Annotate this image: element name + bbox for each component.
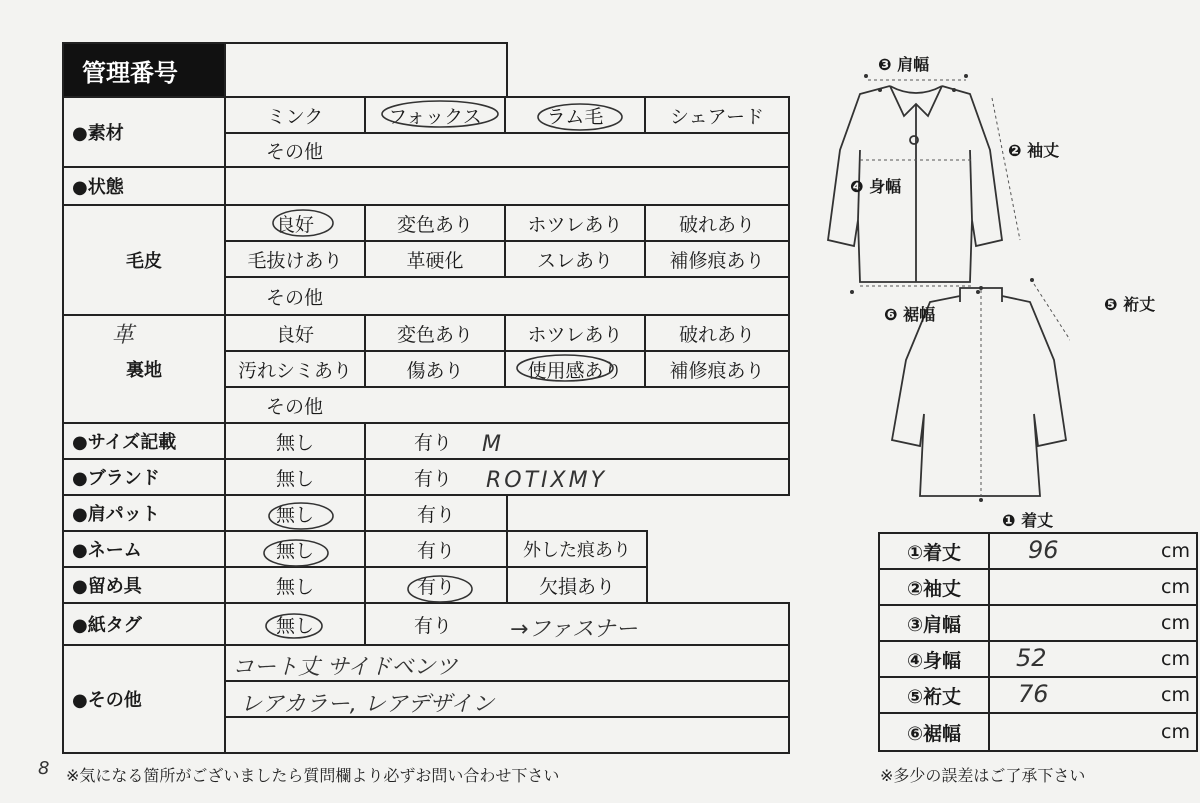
lining-option[interactable]: 変色あり bbox=[364, 314, 506, 352]
fur-option[interactable]: 補修痕あり bbox=[644, 240, 790, 278]
size-handwritten: M bbox=[482, 432, 501, 457]
material-label: ●素材 bbox=[62, 96, 226, 168]
material-option[interactable]: ミンク bbox=[224, 96, 366, 134]
form-header: 管理番号 bbox=[62, 42, 226, 98]
fur-option[interactable]: ホツレあり bbox=[504, 204, 646, 242]
other-handwritten-1: コート丈 サイドベンツ bbox=[232, 655, 458, 680]
shoulder-pad-no[interactable]: 無し bbox=[224, 494, 366, 532]
fur-option[interactable]: 毛抜けあり bbox=[224, 240, 366, 278]
name-tag-yes[interactable]: 有り bbox=[364, 530, 508, 568]
lining-option[interactable]: 汚れシミあり bbox=[224, 350, 366, 388]
measure-unit[interactable]: cm bbox=[988, 712, 1198, 752]
name-tag-removed[interactable]: 外した痕あり bbox=[506, 530, 648, 568]
fur-option[interactable]: スレあり bbox=[504, 240, 646, 278]
coat-diagram bbox=[820, 70, 1070, 510]
fur-option[interactable]: 良好 bbox=[224, 204, 366, 242]
lining-option[interactable]: 使用感あり bbox=[504, 350, 646, 388]
measure-label: ③肩幅 bbox=[878, 604, 990, 642]
sleeve-length-label: ❷ 袖丈 bbox=[1008, 141, 1060, 160]
lining-option[interactable]: 破れあり bbox=[644, 314, 790, 352]
paper-tag-yes[interactable]: 有り bbox=[364, 602, 790, 646]
material-other[interactable]: その他 bbox=[224, 132, 790, 168]
circle-mark bbox=[382, 101, 498, 127]
size-label-no[interactable]: 無し bbox=[224, 422, 366, 460]
measure-label: ④身幅 bbox=[878, 640, 990, 678]
fur-label: 毛皮 bbox=[62, 204, 226, 316]
name-tag-no[interactable]: 無し bbox=[224, 530, 366, 568]
material-option[interactable]: フォックス bbox=[364, 96, 506, 134]
total-length-label: ❶ 着丈 bbox=[1002, 511, 1054, 530]
paper-tag-no[interactable]: 無し bbox=[224, 602, 366, 646]
measure-unit[interactable]: cm bbox=[988, 604, 1198, 642]
brand-label: ●ブランド bbox=[62, 458, 226, 496]
paper-tag-label: ●紙タグ bbox=[62, 602, 226, 646]
lining-option[interactable]: ホツレあり bbox=[504, 314, 646, 352]
measure-value: 96 bbox=[1028, 536, 1059, 564]
circle-mark bbox=[273, 210, 333, 236]
brand-handwritten: ROTIXMY bbox=[486, 468, 608, 493]
corner-mark: 8 bbox=[38, 758, 50, 779]
hem-width-label: ❻ 裾幅 bbox=[884, 305, 936, 324]
measure-label: ⑥裾幅 bbox=[878, 712, 990, 752]
shoulder-width-label: ❸ 肩幅 bbox=[878, 55, 930, 74]
circle-mark bbox=[517, 355, 613, 381]
fur-option[interactable]: 変色あり bbox=[364, 204, 506, 242]
circle-mark bbox=[269, 503, 333, 529]
shoulder-pad-yes[interactable]: 有り bbox=[364, 494, 508, 532]
lining-option[interactable]: 傷あり bbox=[364, 350, 506, 388]
footer-note-left: ※気になる箇所がございましたら質問欄より必ずお問い合わせ下さい bbox=[66, 766, 560, 785]
size-label-yes[interactable]: 有り bbox=[364, 422, 790, 460]
fastener-no[interactable]: 無し bbox=[224, 566, 366, 604]
lining-option[interactable]: 良好 bbox=[224, 314, 366, 352]
yuki-length-label: ❺ 裄丈 bbox=[1104, 295, 1156, 314]
brand-no[interactable]: 無し bbox=[224, 458, 366, 496]
measure-unit[interactable]: cm bbox=[988, 676, 1198, 714]
measure-label: ⑤裄丈 bbox=[878, 676, 990, 714]
footer-note-right: ※多少の誤差はご了承下さい bbox=[880, 766, 1086, 785]
circle-mark bbox=[264, 540, 328, 566]
material-option[interactable]: シェアード bbox=[644, 96, 790, 134]
measure-unit[interactable]: cm bbox=[988, 640, 1198, 678]
measure-label: ①着丈 bbox=[878, 532, 990, 570]
other-handwritten-2: レアカラー, レアデザイン bbox=[240, 692, 495, 717]
fastener-yes[interactable]: 有り bbox=[364, 566, 508, 604]
fastener-label: ●留め具 bbox=[62, 566, 226, 604]
fastener-handwritten: →ファスナー bbox=[510, 617, 638, 642]
other-label: ●その他 bbox=[62, 644, 226, 754]
fur-option[interactable]: 破れあり bbox=[644, 204, 790, 242]
lining-option[interactable]: 補修痕あり bbox=[644, 350, 790, 388]
name-tag-label: ●ネーム bbox=[62, 530, 226, 568]
body-width-label: ❹ 身幅 bbox=[850, 177, 902, 196]
measure-value: 52 bbox=[1016, 644, 1047, 672]
size-label-label: ●サイズ記載 bbox=[62, 422, 226, 460]
shoulder-pad-label: ●肩パット bbox=[62, 494, 226, 532]
measure-unit[interactable]: cm bbox=[988, 568, 1198, 606]
fur-option[interactable]: 革硬化 bbox=[364, 240, 506, 278]
fur-other[interactable]: その他 bbox=[224, 276, 790, 316]
fastener-missing[interactable]: 欠損あり bbox=[506, 566, 648, 604]
lining-other[interactable]: その他 bbox=[224, 386, 790, 424]
measure-unit[interactable]: cm bbox=[988, 532, 1198, 570]
lining-leather-note: 革 bbox=[112, 323, 135, 348]
lining-label: 裏地 bbox=[62, 314, 226, 424]
material-option[interactable]: ラム毛 bbox=[504, 96, 646, 134]
circle-mark bbox=[408, 576, 472, 602]
measure-label: ②袖丈 bbox=[878, 568, 990, 606]
circle-mark bbox=[538, 104, 622, 130]
measure-value: 76 bbox=[1018, 680, 1049, 708]
condition-label: ●状態 bbox=[62, 166, 226, 206]
circle-mark bbox=[266, 614, 322, 638]
brand-yes[interactable]: 有り bbox=[364, 458, 790, 496]
